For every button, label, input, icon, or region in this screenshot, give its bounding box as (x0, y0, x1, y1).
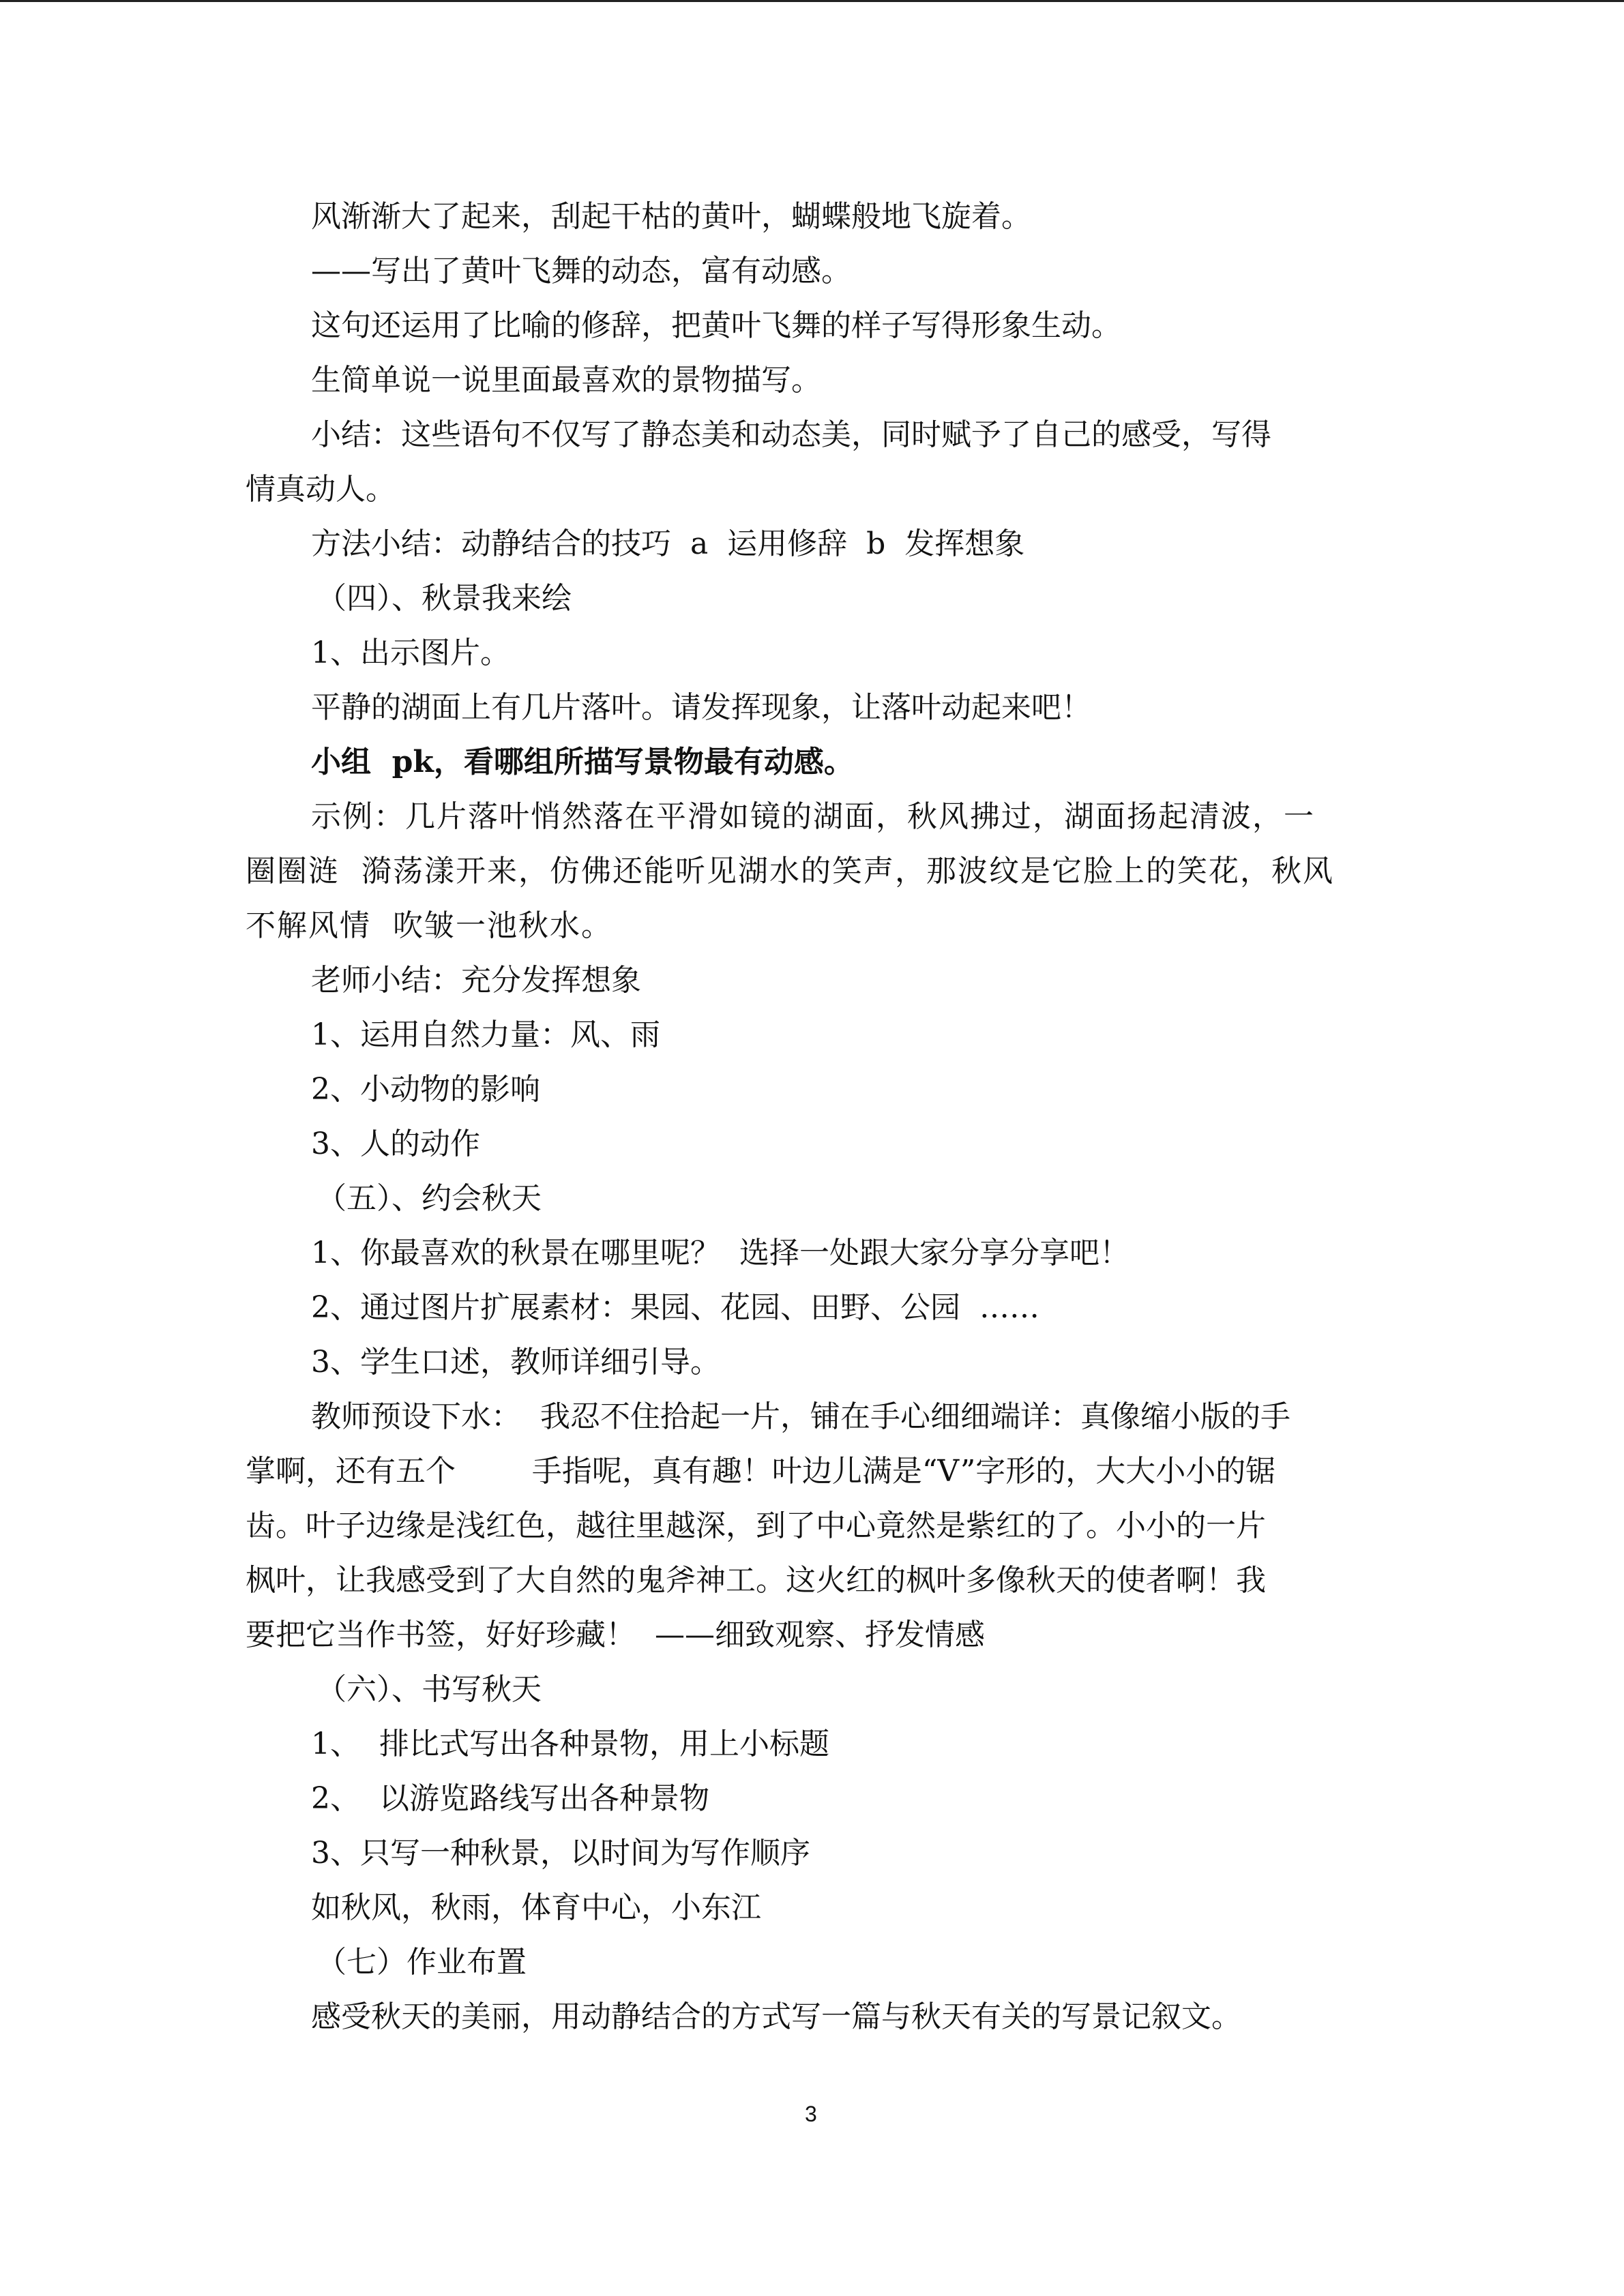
list-item: 1、 排比式写出各种景物，用上小标题 (311, 1727, 829, 1761)
section-heading: （六）、书写秋天 (316, 1672, 542, 1707)
list-item: 3、人的动作 (311, 1127, 480, 1161)
page-number: 3 (805, 2102, 817, 2126)
paragraph-line: 感受秋天的美丽，用动静结合的方式写一篇与秋天有关的写景记叙文。 (311, 1999, 1241, 2034)
list-item: 2、 以游览路线写出各种景物 (311, 1781, 709, 1816)
section-heading: （四）、秋景我来绘 (316, 581, 572, 616)
paragraph-line: 教师预设下水： 我忍不住拾起一片，铺在手心细细端详：真像缩小版的手 (311, 1399, 1290, 1434)
list-item: 2、小动物的影响 (311, 1072, 540, 1107)
paragraph-line: 小结：这些语句不仅写了静态美和动态美，同时赋予了自己的感受，写得 (311, 417, 1271, 452)
paragraph-line: 如秋风，秋雨，体育中心，小东江 (311, 1890, 761, 1925)
paragraph-line: 风渐渐大了起来，刮起干枯的黄叶，蝴蝶般地飞旋着。 (311, 199, 1031, 234)
list-item: 1、运用自然力量：风、雨 (311, 1017, 660, 1052)
example-line: 不解风情 吹皱一池秋水。 (246, 908, 612, 943)
method-summary: 方法小结：动静结合的技巧 a 运用修辞 b 发挥想象 (311, 526, 1025, 561)
list-item: 3、只写一种秋景，以时间为写作顺序 (311, 1836, 810, 1870)
paragraph-line: 掌啊，还有五个 手指呢，真有趣！叶边儿满是“V”字形的，大大小小的锯 (246, 1454, 1276, 1489)
example-line: 示例：几片落叶悄然落在平滑如镜的湖面，秋风拂过，湖面扬起清波，一 (311, 799, 1315, 834)
list-item: 3、学生口述，教师详细引导。 (311, 1345, 720, 1380)
paragraph-line: 平静的湖面上有几片落叶。请发挥现象，让落叶动起来吧！ (311, 690, 1091, 725)
paragraph-line: 齿。叶子边缘是浅红色，越往里越深，到了中心竟然是紫红的了。小小的一片 (246, 1508, 1266, 1543)
paragraph-line: 老师小结：充分发挥想象 (311, 963, 641, 998)
section-heading: （七）作业布置 (316, 1945, 527, 1980)
paragraph-line: 这句还运用了比喻的修辞，把黄叶飞舞的样子写得形象生动。 (311, 308, 1121, 343)
list-item: 1、你最喜欢的秋景在哪里呢？ 选择一处跟大家分享分享吧！ (311, 1236, 1130, 1270)
section-heading: （五）、约会秋天 (316, 1181, 542, 1216)
example-line: 圈圈涟 漪荡漾开来，仿佛还能听见湖水的笑声，那波纹是它脸上的笑花，秋风 (246, 854, 1334, 889)
paragraph-line: 枫叶，让我感受到了大自然的鬼斧神工。这火红的枫叶多像秋天的使者啊！我 (246, 1563, 1266, 1598)
list-item: 1、出示图片。 (311, 636, 510, 670)
page-top-border (0, 0, 1624, 2)
group-pk-line: 小组 pk，看哪组所描写景物最有动感。 (311, 745, 854, 779)
list-item: 2、通过图片扩展素材：果园、花园、田野、公园 …… (311, 1290, 1039, 1325)
paragraph-line: 要把它当作书签，好好珍藏！ ——细致观察、抒发情感 (246, 1617, 985, 1652)
paragraph-line: 情真动人。 (246, 472, 396, 507)
paragraph-line: ——写出了黄叶飞舞的动态，富有动感。 (311, 254, 851, 288)
paragraph-line: 生简单说一说里面最喜欢的景物描写。 (311, 363, 821, 398)
